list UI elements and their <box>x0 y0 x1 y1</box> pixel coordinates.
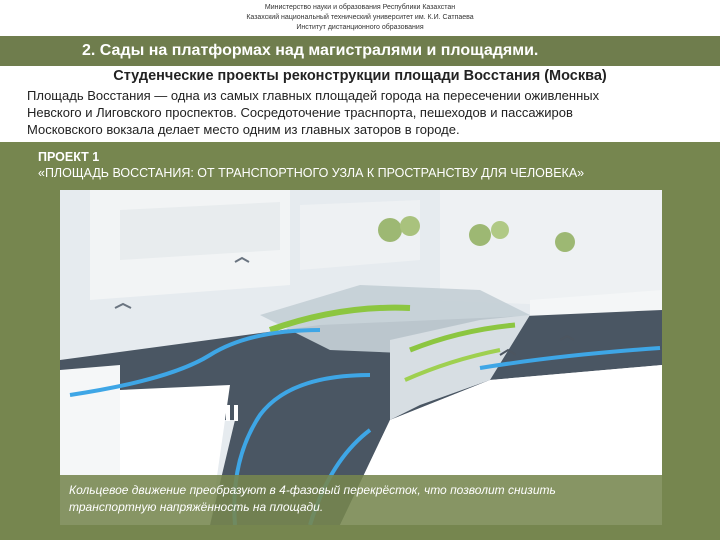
project-name: «ПЛОЩАДЬ ВОССТАНИЯ: ОТ ТРАНСПОРТНОГО УЗЛА К ПРОСТРАНСТВУ ДЛЯ ЧЕЛОВЕКА» <box>38 166 585 180</box>
tree <box>491 221 509 239</box>
intro-line: Невского и Лиговского проспектов. Сосредоточение траснпорта, пешеходов и пассажиров <box>27 105 573 120</box>
header-university-line: Казахский национальный технический университет им. К.И. Сатпаева <box>246 14 474 21</box>
header-institute-line: Институт дистанционного образования <box>296 24 424 31</box>
caption-line: Кольцевое движение преобразуют в 4-фазовый перекрёсток, что позволит снизить <box>69 483 556 497</box>
render-caption <box>60 475 662 525</box>
tree <box>469 224 491 246</box>
slide-title: 2. Сады на платформах над магистралями и площадями. <box>0 36 720 66</box>
header-ministry-line: Министерство науки и образования Республики Казахстан <box>264 4 456 11</box>
project-panel <box>0 142 720 540</box>
project-number: ПРОЕКТ 1 <box>38 150 100 164</box>
building-far-left-facade <box>120 202 280 260</box>
slide-subtitle: Студенческие проекты реконструкции площади Восстания (Москва) <box>0 66 720 86</box>
project-heading <box>38 149 584 181</box>
project-render-image <box>60 190 662 525</box>
intro-line: Московского вокзала делает место одним из главных заторов в городе. <box>27 122 460 137</box>
intro-paragraph <box>0 86 720 142</box>
tree <box>378 218 402 242</box>
building-far-center <box>300 200 420 270</box>
caption-line: транспортную напряжённость на площади. <box>69 500 324 514</box>
ministry-header <box>0 0 720 36</box>
intro-line: Площадь Восстания — одна из самых главных площадей города на пересечении оживленных <box>27 88 600 103</box>
tree <box>555 232 575 252</box>
tree <box>400 216 420 236</box>
